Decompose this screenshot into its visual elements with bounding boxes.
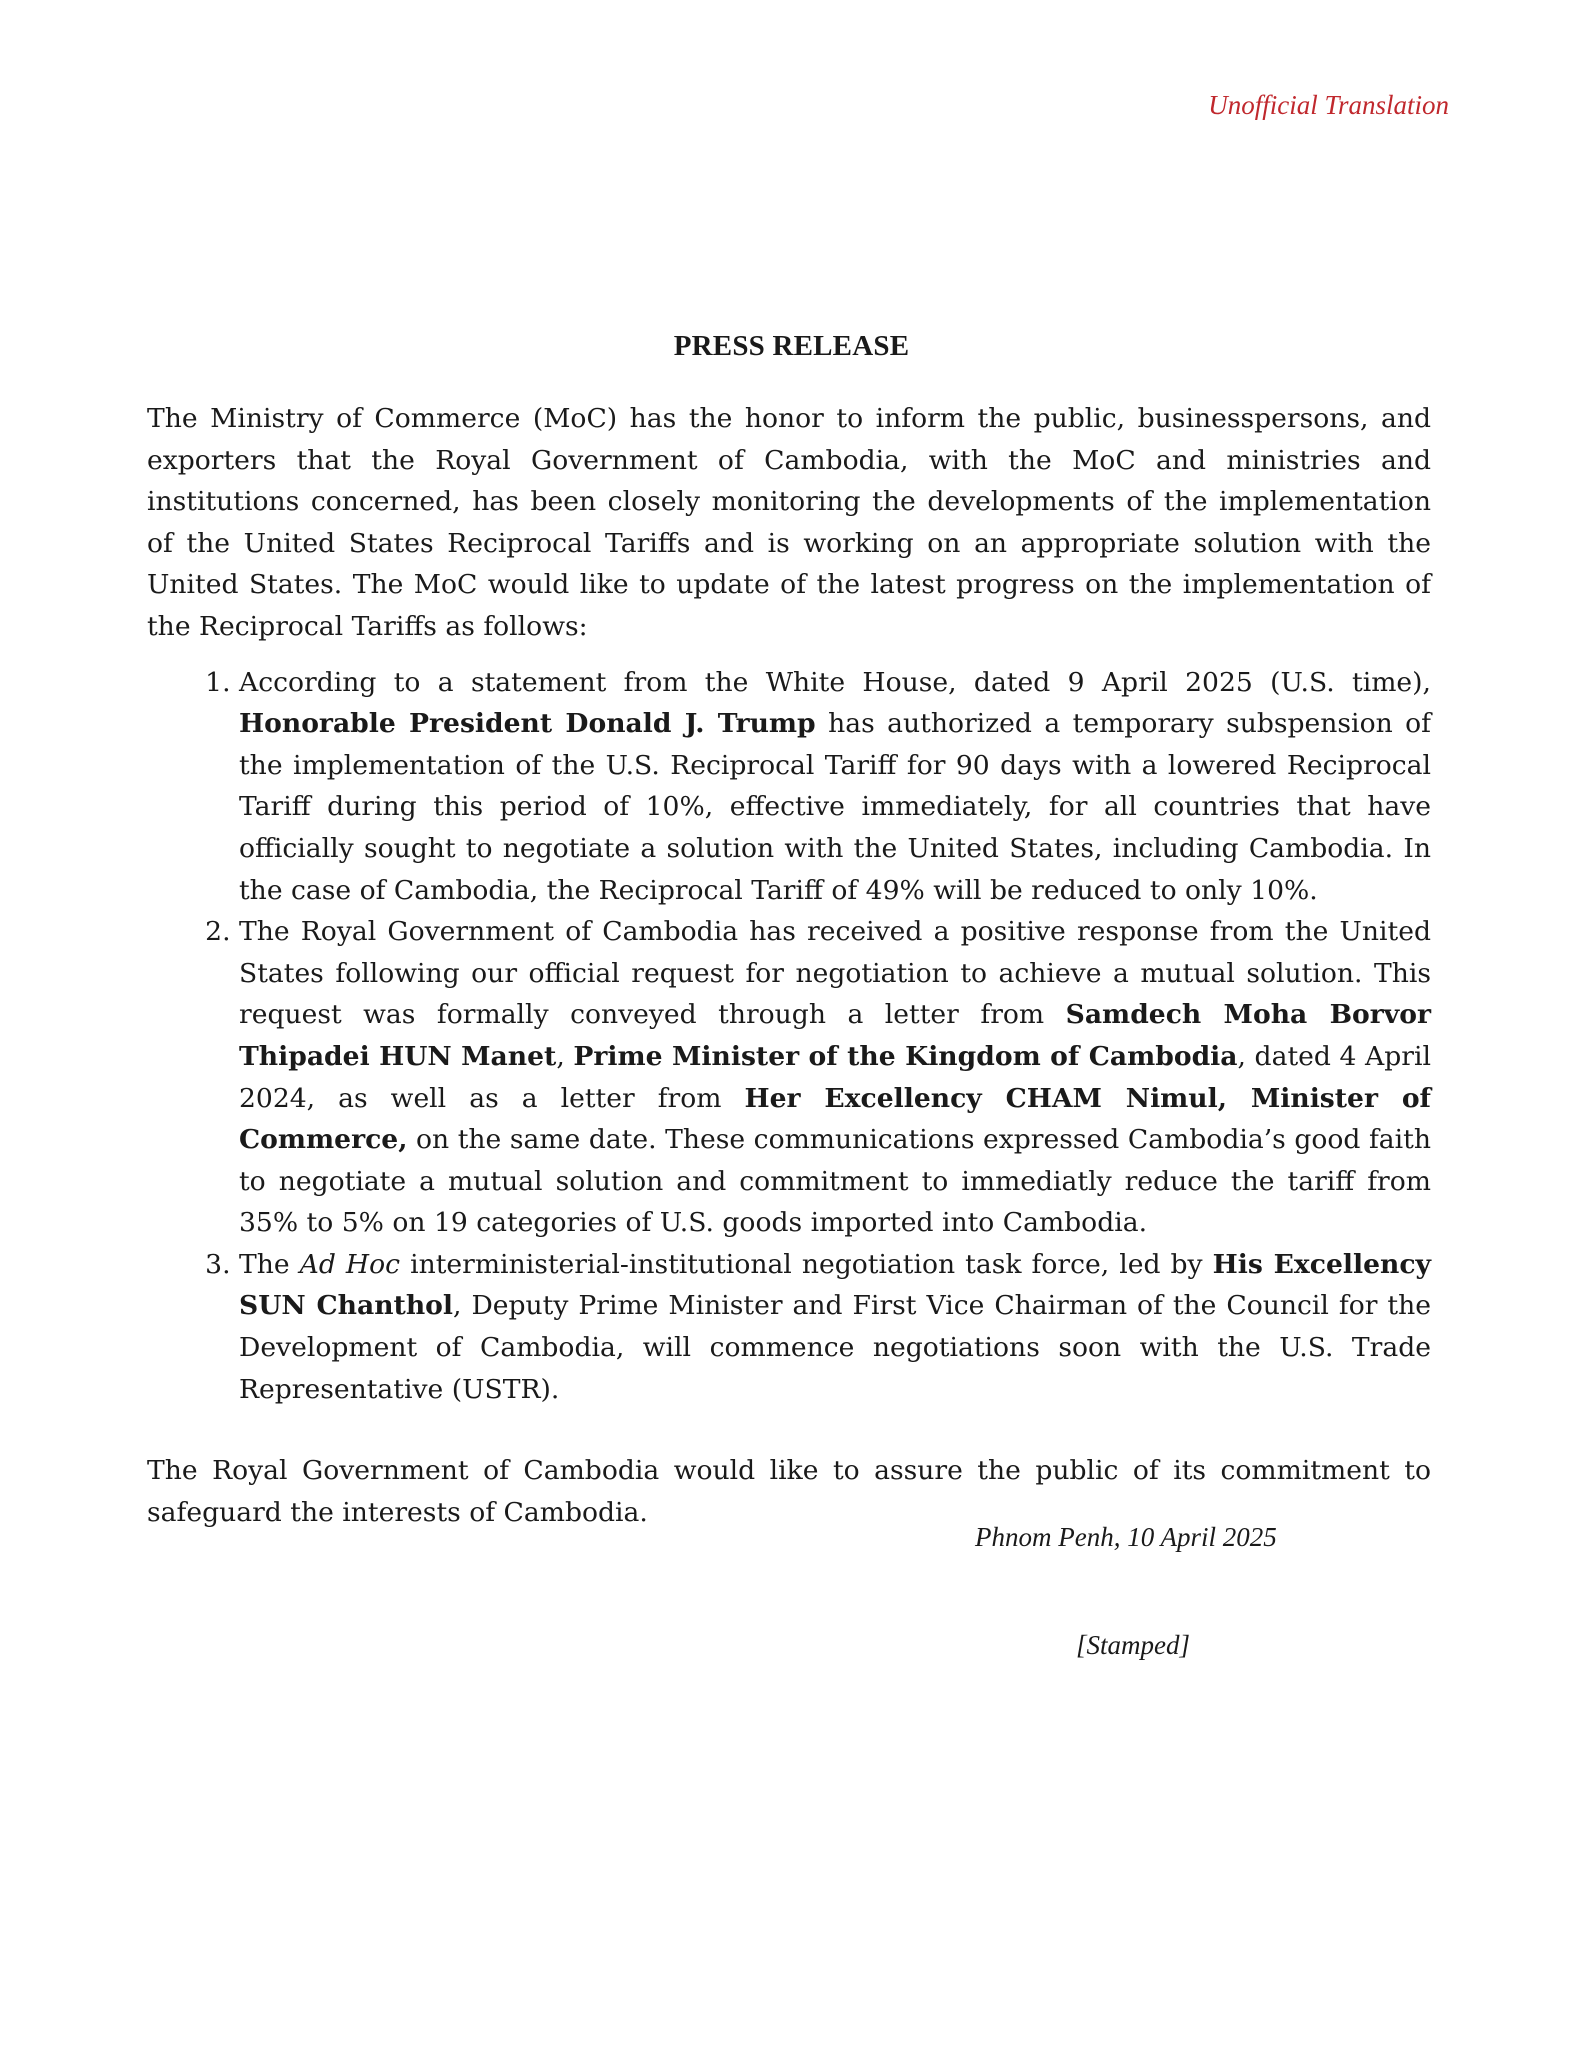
item-1-text-cont: has authorized a temporary subspension of the implementation of the U.S. Reciprocal Tariff for 90 days with a lowered Reciprocal Tariff during this period of 10%, effective immediately, for all countries that have officially sought to negotiate a solution with the United States, including Cambodia. In the case of Cambodia, the Reciprocal Tariff of 49% will be reduced to only 10%.	[239, 708, 1431, 906]
item-2-text: The Royal Government of Cambodia has received a positive response from the United States following our official request for negotiation to achieve a mutual solution. This request was formally conveyed through a letter from	[239, 916, 1431, 1031]
stamp-note: [Stamped]	[1076, 1630, 1190, 1660]
item-3-italic: Ad Hoc	[299, 1248, 401, 1280]
item-3-text-cont-2: , Deputy Prime Minister and First Vice Chairman of the Council for the Development of Cambodia, will commence negotiations soon with the U.S. Trade Representative (USTR).	[239, 1290, 1431, 1405]
item-1-bold-name: Honorable President Donald J. Trump	[239, 708, 816, 740]
numbered-list	[147, 662, 1431, 1411]
list-item	[239, 1244, 1431, 1410]
item-2-text-cont-2: , dated 4 April 2024, as well as a letter from	[239, 1040, 1431, 1114]
page-title: PRESS RELEASE	[673, 330, 910, 362]
item-2-bold-minister: Her Excellency CHAM Nimul, Minister of Commerce,	[239, 1082, 1431, 1156]
item-2-bold-name: Samdech Moha Borvor Thipadei HUN Manet	[239, 999, 1431, 1072]
list-item	[239, 662, 1431, 912]
list-item	[239, 911, 1431, 1244]
place-date: Phnom Penh, 10 April 2025	[975, 1522, 1277, 1552]
item-2-text-cont: ,	[556, 1040, 574, 1072]
item-2-text-cont-3: on the same date. These communications expressed Cambodia’s good faith to negotiate a mutual solution and commitment to immediatly reduce the tariff from 35% to 5% on 19 categories of U.S. goods imported into Cambodia.	[239, 1124, 1431, 1239]
closing-paragraph: The Royal Government of Cambodia would like to assure the public of its commitment to safeguard the interests of Cambodia.	[147, 1455, 1431, 1528]
item-2-bold-title: Prime Minister of the Kingdom of Cambodia	[573, 1040, 1238, 1072]
intro-paragraph: The Ministry of Commerce (MoC) has the honor to inform the public, businesspersons, and exporters that the Royal Government of Cambodia, with the MoC and ministries and institutions concerned, has been closely monitoring the developments of the implementation of the United States Reciprocal Tariffs and is working on an appropriate solution with the United States. The MoC would like to update of the latest progress on the implementation of the Reciprocal Tariffs as follows:	[147, 403, 1431, 642]
item-3-text-cont: interministerial-institutional negotiation task force, led by	[400, 1248, 1213, 1280]
document-body	[147, 398, 1431, 1533]
item-3-text: The	[239, 1248, 300, 1280]
item-1-text: According to a statement from the White House, dated 9 April 2025 (U.S. time),	[239, 666, 1431, 698]
unofficial-translation-label: Unofficial Translation	[1208, 90, 1449, 120]
item-3-bold-name: His Excellency SUN Chanthol	[239, 1248, 1431, 1322]
